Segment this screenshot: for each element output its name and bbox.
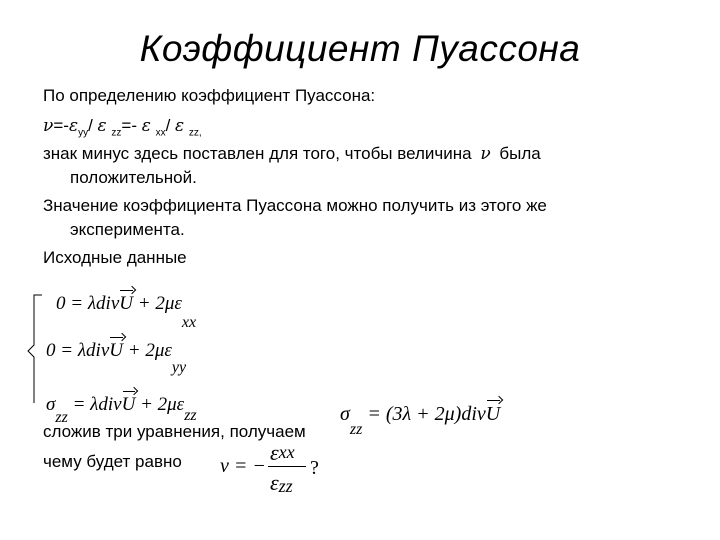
sub-xx: xx <box>181 314 197 331</box>
sub-yy: yy <box>171 359 187 376</box>
nu-symbol: ν <box>480 144 491 164</box>
sigma-symbol: σ <box>46 394 56 415</box>
epsilon-symbol: ε <box>68 116 79 136</box>
value-text: Значение коэффициента Пуассона можно получить из этого же <box>43 196 547 215</box>
equation-1 <box>56 293 197 331</box>
value-text-cont: эксперимента. <box>70 220 185 239</box>
sign-text-1: знак минус здесь поставлен для того, чтобы величина <box>43 144 472 163</box>
eq3-rhs: + 2με <box>135 394 185 415</box>
definition-text: По определению коэффициент Пуассона: <box>43 86 376 105</box>
summing-text: сложив три уравнения, получаем <box>43 422 306 441</box>
equation-3 <box>46 394 197 426</box>
nu-lhs: ν = − <box>220 455 266 477</box>
initial-data-label: Исходные данные <box>43 248 187 267</box>
eq1-rhs: + 2με <box>133 293 182 314</box>
slide-title: Коэффициент Пуассона <box>139 28 581 69</box>
slash: / <box>88 116 93 135</box>
sub-yy: yy <box>78 127 89 139</box>
what-equals-text: чему будет равно <box>43 452 182 471</box>
question-mark: ? <box>310 457 319 479</box>
epsilon-symbol: ε <box>270 440 279 465</box>
vector-u: U <box>121 394 136 415</box>
eq3-mid: = λdiv <box>67 394 122 415</box>
epsilon-symbol: ε <box>175 116 185 136</box>
sub-zz-end: zz, <box>188 127 202 139</box>
result-equation <box>340 403 501 438</box>
sub-zz: zz <box>278 476 293 496</box>
vector-u: U <box>109 340 123 361</box>
slash: / <box>165 116 171 135</box>
fraction-bar <box>268 466 306 467</box>
sub-zz: zz <box>55 409 68 426</box>
vector-u: U <box>485 403 501 425</box>
sub-zz: zz <box>111 127 122 139</box>
sub-xx: xx <box>278 442 295 462</box>
vector-u: U <box>119 293 133 314</box>
eq1-lhs: 0 = λdiv <box>56 293 120 314</box>
sub-zz: zz <box>349 421 363 438</box>
epsilon-symbol: ε <box>141 116 151 136</box>
epsilon-symbol: ε <box>97 116 107 136</box>
formula-eq1: =- <box>53 116 69 135</box>
fraction-denominator <box>270 470 293 496</box>
sign-explanation-cont: положительной. <box>70 168 197 187</box>
sigma-symbol: σ <box>340 403 350 425</box>
nu-symbol: ν <box>43 116 54 136</box>
eq2-lhs: 0 = λdiv <box>46 340 110 361</box>
epsilon-symbol: ε <box>270 470 279 495</box>
sub-zz: zz <box>184 407 197 424</box>
formula-eq2: =- <box>121 116 137 135</box>
result-mid: = (3λ + 2μ)div <box>362 403 486 425</box>
equation-2 <box>46 340 187 376</box>
sign-text-2: была <box>499 144 541 163</box>
sign-explanation <box>43 144 541 164</box>
sub-xx: xx <box>155 127 166 139</box>
poisson-formula <box>43 116 202 143</box>
eq2-rhs: + 2με <box>123 340 172 361</box>
fraction-numerator <box>270 440 295 466</box>
